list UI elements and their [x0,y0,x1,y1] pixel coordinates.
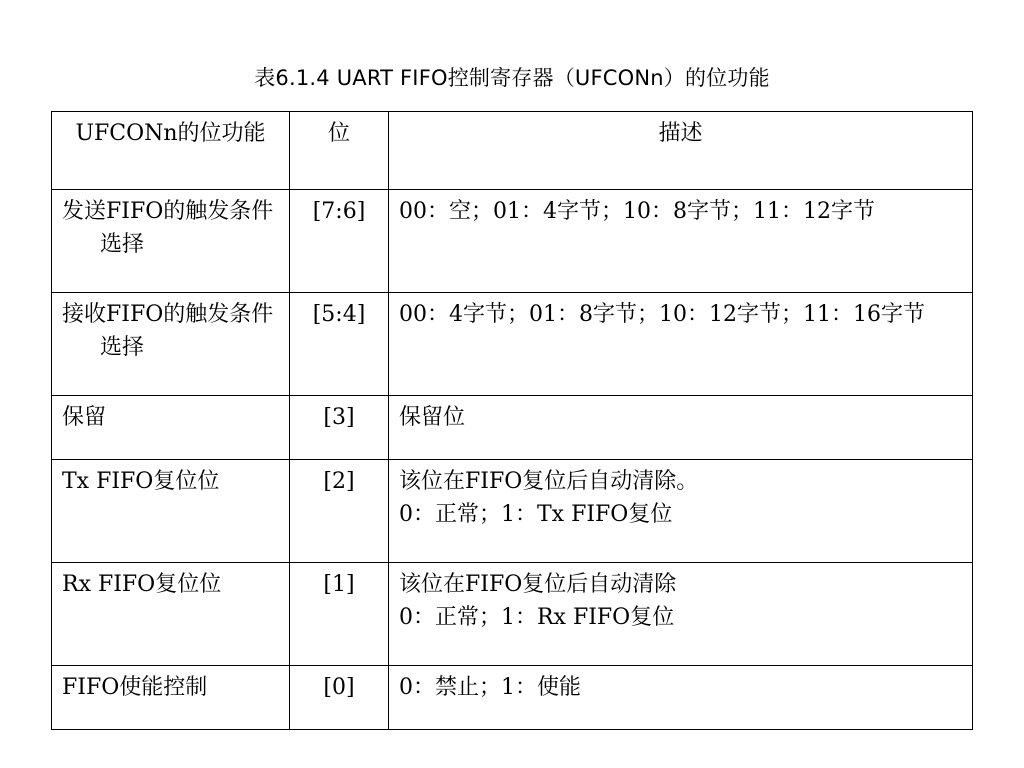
row-bits: [1] [290,563,389,666]
table-row [52,293,973,396]
table-row [52,396,973,460]
table-row [52,666,973,730]
row-desc: 0：禁止；1：使能 [389,666,973,730]
table-header-row [52,112,973,190]
row-desc: 00：空；01：4字节；10：8字节；11：12字节 [389,190,973,293]
row-desc [389,460,973,563]
row-bits: [7:6] [290,190,389,293]
row-name: Rx FIFO复位位 [52,563,290,666]
row-name: 保留 [52,396,290,460]
table-title: 表6.1.4 UART FIFO控制寄存器（UFCONn）的位功能 [254,66,770,90]
row-desc: 保留位 [389,396,973,460]
row-desc: 00：4字节；01：8字节；10：12字节；11：16字节 [389,293,973,396]
desc-line: 该位在FIFO复位后自动清除 [399,572,677,597]
row-bits: [2] [290,460,389,563]
desc-line: 0：正常；1：Tx FIFO复位 [399,502,673,527]
row-bits: [5:4] [290,293,389,396]
header-bit: 位 [290,112,389,190]
header-name: UFCONn的位功能 [52,112,290,190]
row-name: Tx FIFO复位位 [52,460,290,563]
header-desc: 描述 [389,112,973,190]
table-row [52,190,973,293]
desc-line: 该位在FIFO复位后自动清除。 [399,469,699,494]
row-name: FIFO使能控制 [52,666,290,730]
register-table [51,111,973,730]
table-row [52,563,973,666]
row-bits: [3] [290,396,389,460]
row-bits: [0] [290,666,389,730]
table-row [52,460,973,563]
row-name: 接收FIFO的触发条件选择 [52,293,290,396]
row-desc [389,563,973,666]
desc-line: 0：正常；1：Rx FIFO复位 [399,605,675,630]
row-name: 发送FIFO的触发条件选择 [52,190,290,293]
